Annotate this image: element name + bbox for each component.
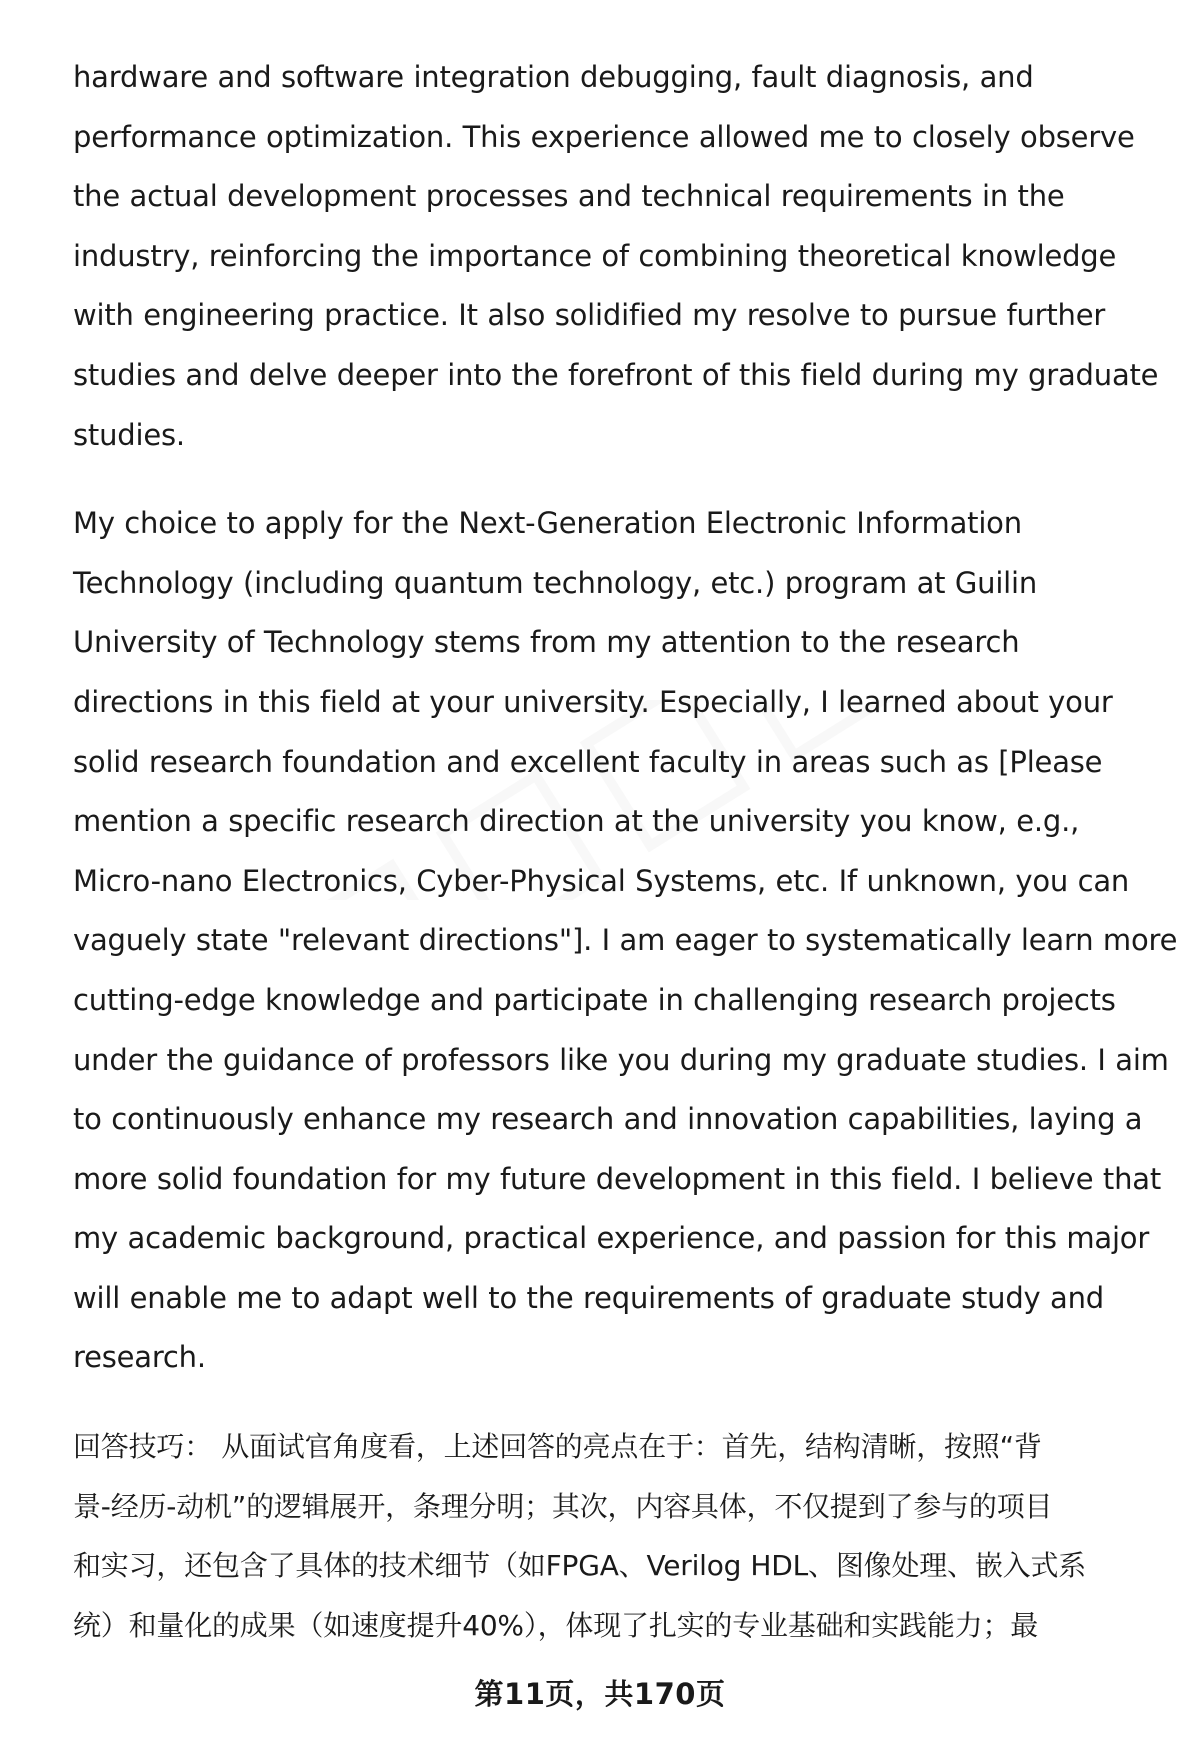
text-line: directions in this field at your university. Especially, I learned about your	[73, 684, 1113, 719]
text-line: Technology (including quantum technology, etc.) program at Guilin	[73, 565, 1038, 600]
text-line: cutting-edge knowledge and participate in challenging research projects	[73, 982, 1116, 1017]
text-line: University of Technology stems from my attention to the research	[73, 625, 1020, 660]
text-line: vaguely state "relevant directions"]. I am eager to systematically learn more	[73, 923, 1178, 958]
text-line: to continuously enhance my research and innovation capabilities, laying a	[73, 1102, 1143, 1137]
text-line: Micro-nano Electronics, Cyber-Physical Systems, etc. If unknown, you can	[73, 863, 1130, 898]
text-line: industry, reinforcing the importance of combining theoretical knowledge	[73, 238, 1117, 273]
paragraph-motivation	[73, 494, 1178, 1388]
text-line: mention a specific research direction at the university you know, e.g.,	[73, 804, 1080, 839]
text-line: 景-经历-动机”的逻辑展开，条理分明；其次，内容具体，不仅提到了参与的项目	[73, 1489, 1053, 1523]
text-line: 回答技巧： 从面试官角度看，上述回答的亮点在于：首先，结构清晰，按照“背	[73, 1430, 1042, 1464]
text-line: my academic background, practical experience, and passion for this major	[73, 1221, 1150, 1256]
text-line: the actual development processes and technical requirements in the	[73, 179, 1065, 214]
text-line: 统）和量化的成果（如速度提升40%），体现了扎实的专业基础和实践能力；最	[73, 1608, 1039, 1642]
text-line: research.	[73, 1340, 206, 1375]
text-line: studies and delve deeper into the forefront of this field during my graduate	[73, 357, 1159, 392]
text-line: My choice to apply for the Next-Generation Electronic Information	[73, 506, 1022, 541]
text-line: more solid foundation for my future development in this field. I believe that	[73, 1161, 1162, 1196]
text-line: performance optimization. This experience allowed me to closely observe	[73, 119, 1135, 154]
text-line: studies.	[73, 417, 185, 452]
text-line: 和实习，还包含了具体的技术细节（如FPGA、Verilog HDL、图像处理、嵌入式系	[73, 1549, 1087, 1583]
paragraph-experience	[73, 48, 1163, 465]
text-line: hardware and software integration debugging, fault diagnosis, and	[73, 60, 1034, 94]
text-line: solid research foundation and excellent faculty in areas such as [Please	[73, 744, 1103, 779]
text-line: will enable me to adapt well to the requirements of graduate study and	[73, 1280, 1104, 1315]
paragraph-answer-tips	[73, 1417, 1163, 1655]
document-body	[73, 48, 1178, 1655]
page-number-footer: 第11页，共170页	[474, 1677, 726, 1711]
text-line: under the guidance of professors like you during my graduate studies. I aim	[73, 1042, 1169, 1077]
text-line: with engineering practice. It also solidified my resolve to pursue further	[73, 298, 1106, 333]
